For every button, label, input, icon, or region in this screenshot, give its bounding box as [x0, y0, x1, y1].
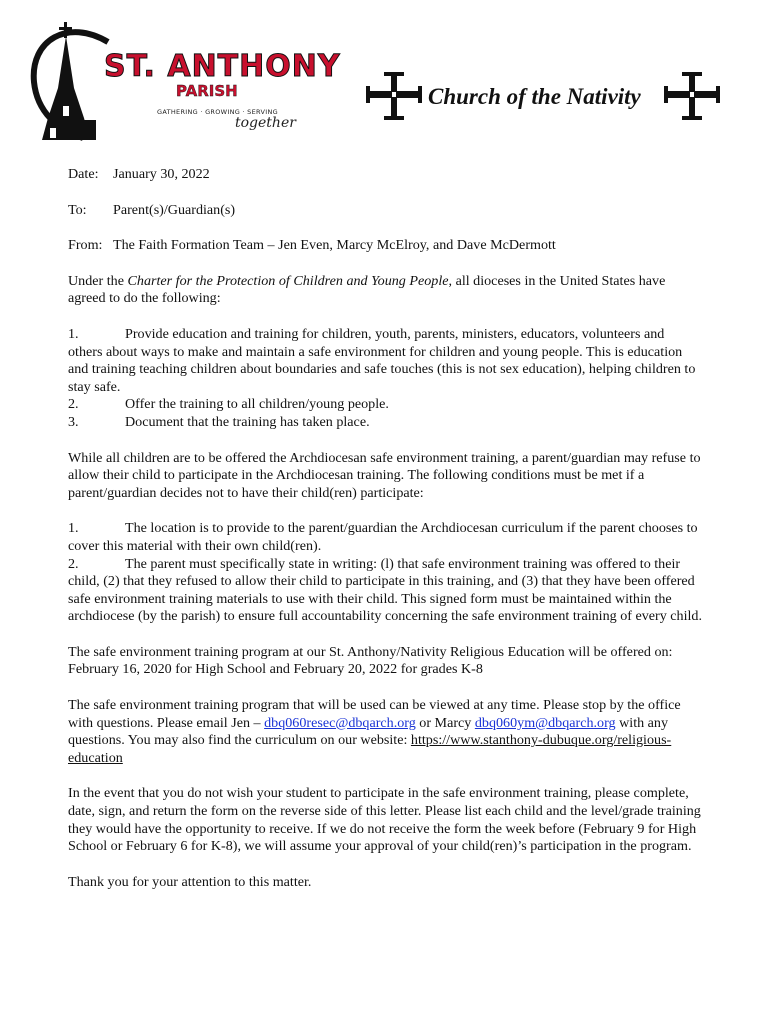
optout-paragraph: In the event that you do not wish your student to participate in the safe environment training, please complete, date, sign, and return the form on the reverse side of this letter. Please list each child and the level/grade training they would have the opportunity to receive. If we do not receive the form the week before (February 9 for High School or February 6 for K-8), we will assume your approval of your child(ren)’s participation in the program. [68, 785, 701, 855]
memo-from-label: From: [68, 237, 103, 254]
logo-parish-sub: PARISH [176, 82, 238, 100]
list-item [68, 326, 702, 396]
list-number: 1. [68, 520, 79, 537]
list-number: 2. [68, 555, 79, 572]
list-item [68, 414, 702, 432]
list-text: The location is to provide to the parent/guardian the Archdiocesan curriculum if the parent chooses to cover this material with their own child(ren). [68, 520, 698, 554]
list-text: Provide education and training for children, youth, parents, ministers, educators, volunteers and others about ways to make and maintain a safe environment for children and young people. This is education and training teaching children about boundaries and safe touches (this is not sex education), helping children to stay safe. [68, 325, 696, 395]
memo-date [68, 166, 702, 184]
cross-icon [664, 72, 720, 120]
requirements-list [68, 326, 702, 432]
list-number: 2. [68, 396, 79, 413]
list-text: The parent must specifically state in writing: (l) that safe environment training was offered to their child, (2) that they refused to allow their child to participate in this training, and (3) that they have been offered safe environment training materials to use with their child. This signed form must be maintained within the archdiocese (by the parish) to ensure full accountability concerning the safe environment training of every child. [68, 555, 702, 625]
church-title: Church of the Nativity [428, 84, 641, 109]
intro-text: , all dioceses in the United States have agreed to do the following: [68, 272, 666, 307]
list-item [68, 520, 702, 555]
list-text: Offer the training to all children/young people. [125, 396, 389, 413]
memo-from-value: The Faith Formation Team – Jen Even, Marcy McElroy, and Dave McDermott [113, 237, 556, 254]
contact-text: or Marcy [415, 714, 475, 731]
memo-from [68, 237, 702, 255]
schedule-paragraph: The safe environment training program at our St. Anthony/Nativity Religious Education will be offered on: February 16, 2020 for High School and February 20, 2022 for grades K-8 [68, 643, 673, 678]
cross-icon [366, 72, 422, 120]
logo-tagline-script: together [235, 115, 296, 131]
list-number: 1. [68, 325, 79, 342]
memo-to [68, 202, 702, 220]
list-text: Document that the training has taken place. [125, 413, 370, 430]
list-item [68, 396, 702, 414]
conditions-paragraph: While all children are to be offered the Archdiocesan safe environment training, a parent/guardian may refuse to allow their child to participate in the Archdiocesan training. The following conditions must be met if a parent/guardian decides not to have their child(ren) participate: [68, 449, 701, 501]
logo-tagline: GATHERING · GROWING · SERVING [157, 108, 278, 116]
memo-date-label: Date: [68, 166, 99, 182]
list-number: 3. [68, 413, 79, 430]
intro-paragraph [68, 273, 702, 308]
contact-text: with any questions. You may also find the curriculum on our website: [68, 714, 669, 749]
memo-date-value: January 30, 2022 [113, 166, 210, 182]
logo-parish-name: ST. ANTHONY [104, 49, 341, 84]
list-item [68, 556, 702, 626]
website-link[interactable]: https://www.stanthony-dubuque.org/religious-education [68, 732, 672, 766]
memo-to-value: Parent(s)/Guardian(s) [113, 201, 236, 218]
email-link-jen[interactable]: dbq060resec@dbqarch.org [264, 714, 416, 731]
intro-text: Under the [68, 272, 128, 289]
email-link-marcy[interactable]: dbq060ym@dbqarch.org [474, 714, 616, 731]
memo-to-label: To: [68, 201, 87, 218]
contact-text: The safe environment training program that will be used can be viewed at any time. Please stop by the office with questions. Please email Jen – [68, 697, 681, 731]
conditions-list [68, 520, 702, 626]
letter-body [68, 166, 702, 909]
contact-paragraph [68, 697, 702, 767]
charter-title: Charter for the Protection of Children and Young People [127, 272, 449, 289]
closing-line: Thank you for your attention to this matter. [68, 873, 312, 890]
